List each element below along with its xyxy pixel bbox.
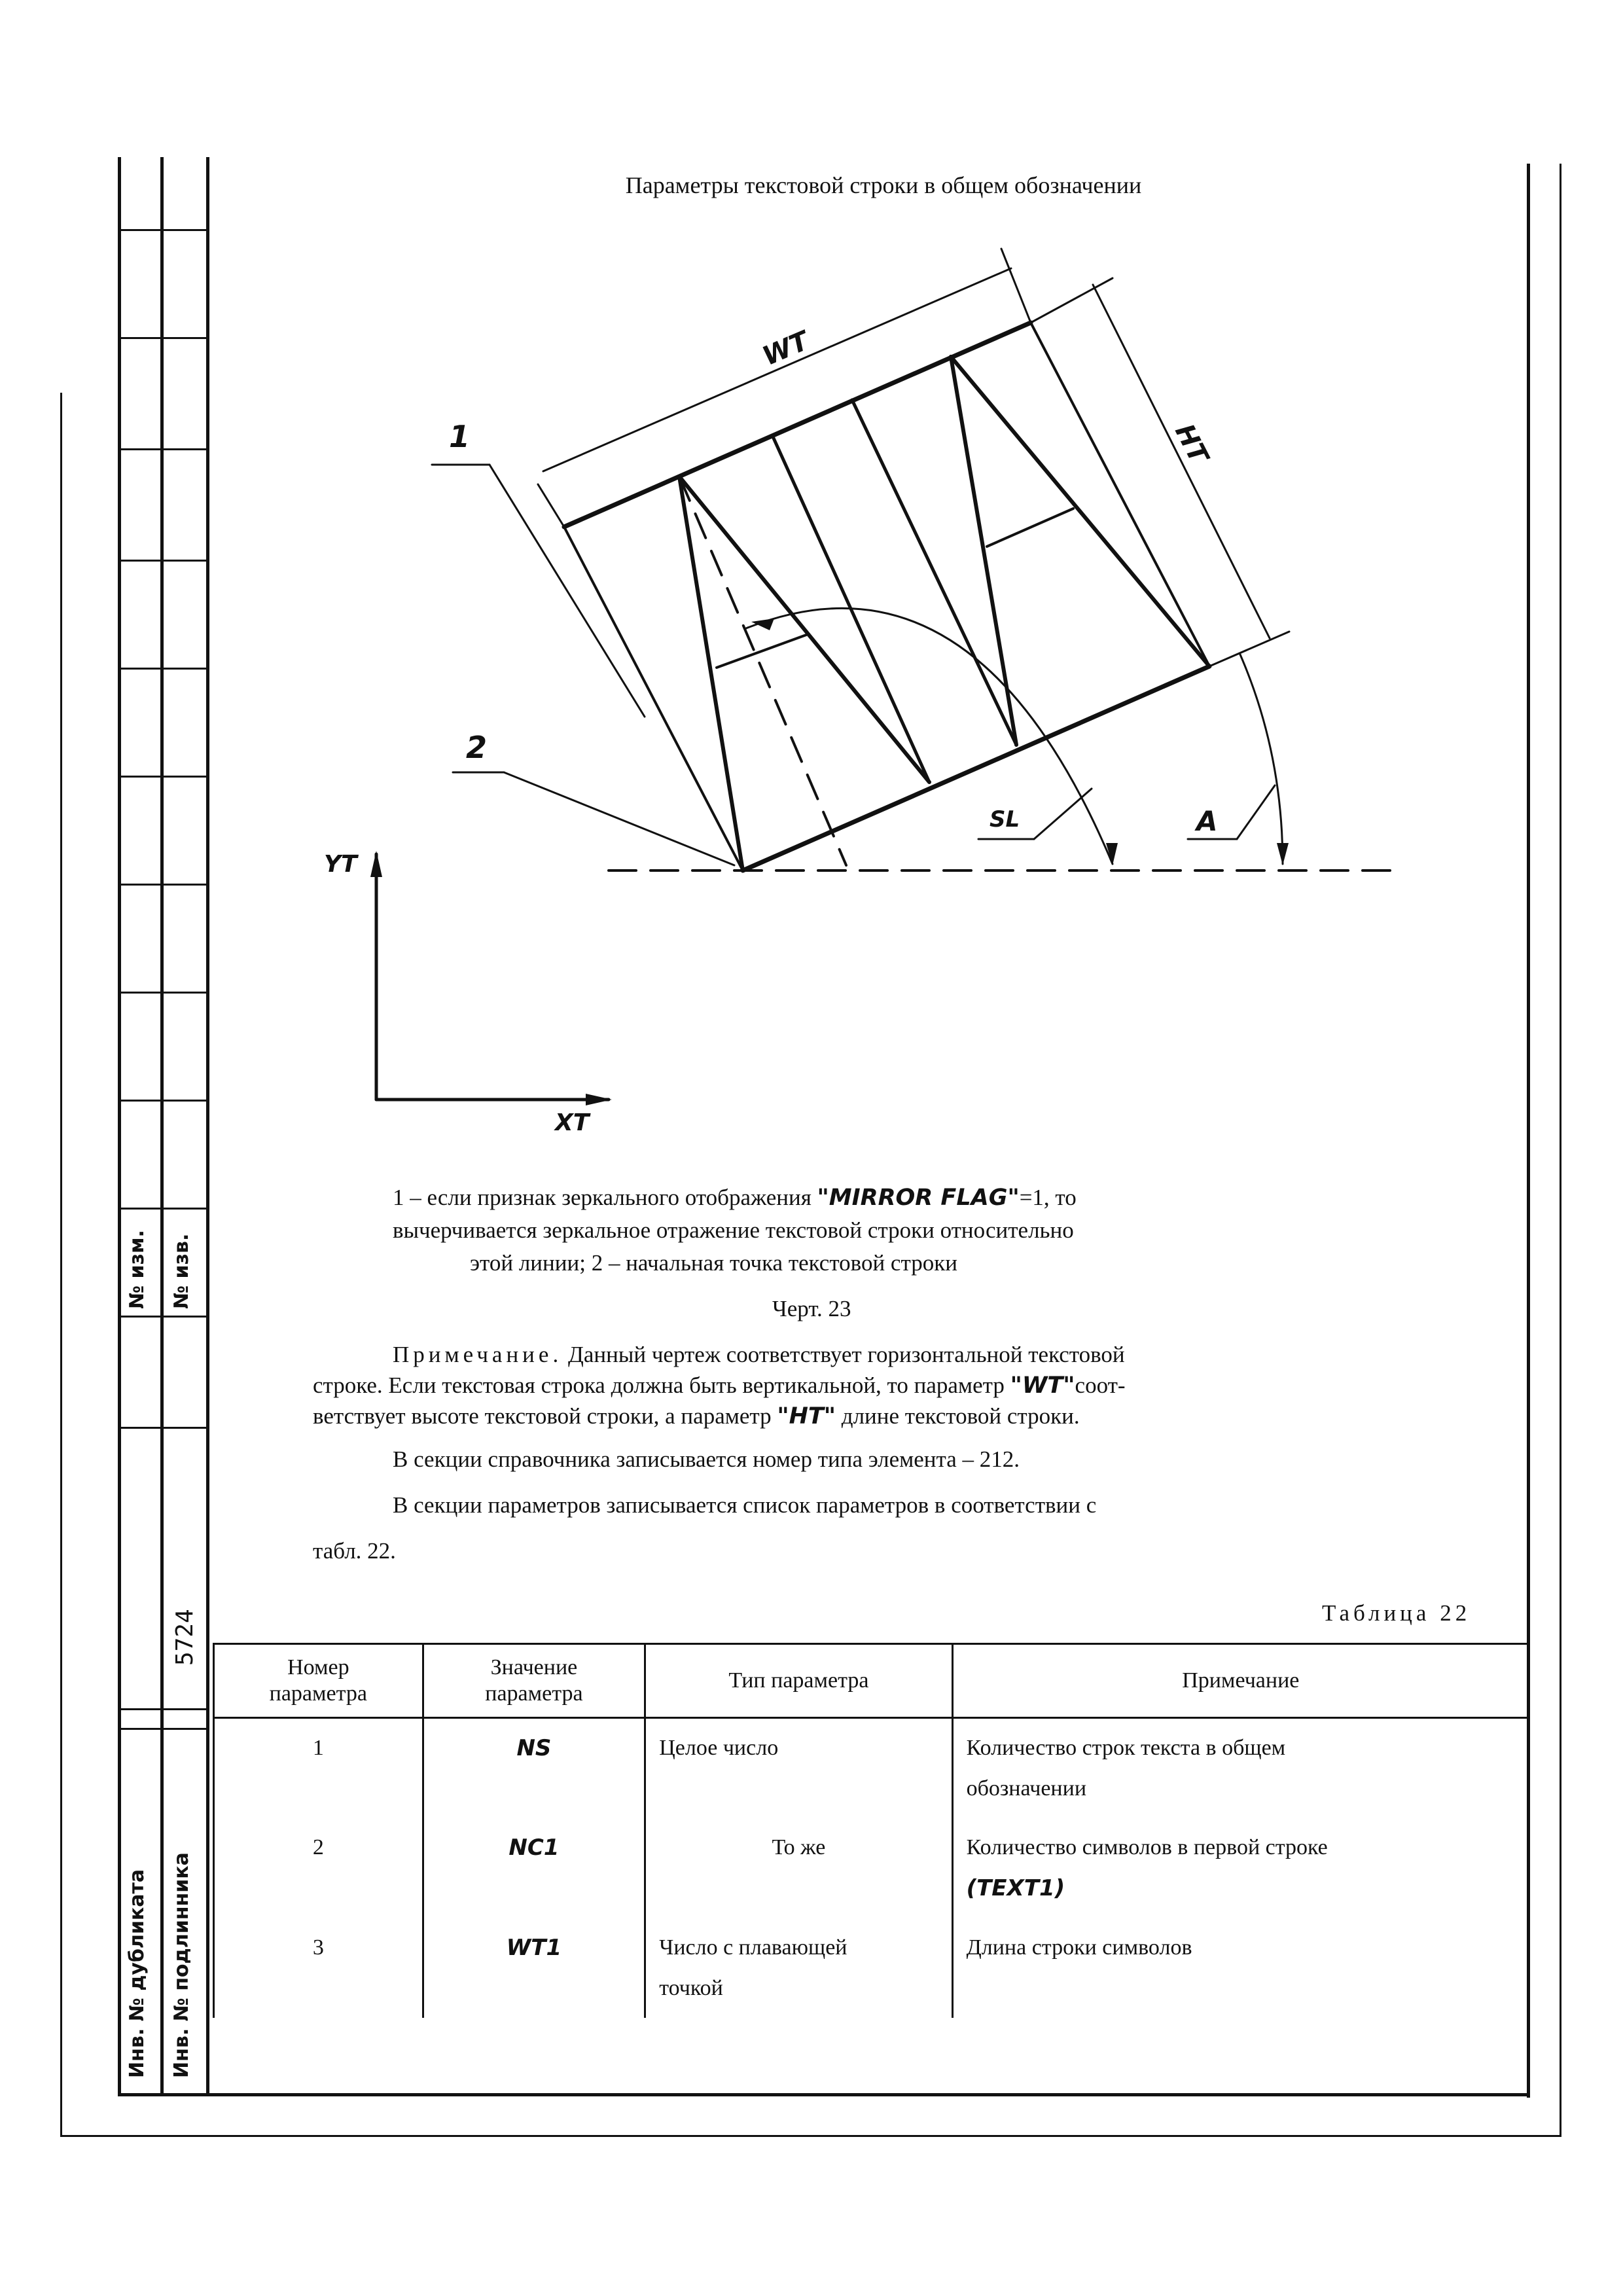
body-paragraph-2: В секции параметров записывается список параметров в соответствии с xyxy=(393,1492,1097,1518)
caption-line-1: 1 – если признак зеркального отображения "MIRROR FLAG"=1, то xyxy=(393,1185,1077,1211)
header-note: Примечание xyxy=(952,1644,1529,1718)
label-sl: SL xyxy=(990,806,1020,833)
table-header-row xyxy=(214,1644,1529,1718)
cell-number: 3 xyxy=(214,1918,423,2018)
table-row xyxy=(214,1818,1529,1918)
table-row xyxy=(214,1918,1529,2018)
label-a: A xyxy=(1196,805,1218,837)
cell-type: Число с плавающей точкой xyxy=(645,1918,952,2018)
cell-value: NC1 xyxy=(423,1818,645,1918)
stamp-izv: № изв. xyxy=(170,1233,193,1309)
label-wt: WT xyxy=(758,325,813,372)
page-title: Параметры текстовой строки в общем обозначении xyxy=(625,172,1142,198)
note-line-3: ветствует высоте текстовой строки, а параметр "HT" длине текстовой строки. xyxy=(313,1403,1080,1429)
cell-note: Количество строк текста в общем обозначении xyxy=(952,1718,1529,1819)
cell-number: 1 xyxy=(214,1718,423,1819)
cell-type: Целое число xyxy=(645,1718,952,1819)
note-line-1: Примечание. Данный чертеж соответствует горизонтальной текстовой xyxy=(393,1342,1125,1367)
figure-number: Черт. 23 xyxy=(772,1296,851,1321)
stamp-dubl: Инв. № дубликата xyxy=(126,1869,149,2078)
label-ht: HT xyxy=(1169,419,1214,469)
stamp-number: 5724 xyxy=(171,1609,198,1666)
body-paragraph-1: В секции справочника записывается номер типа элемента – 212. xyxy=(393,1446,1020,1472)
note-line-2: строке. Если текстовая строка должна быть вертикальной, то параметр "WT"соот- xyxy=(313,1372,1126,1399)
label-xt: XT xyxy=(555,1109,590,1136)
stamp-podl: Инв. № подлинника xyxy=(170,1852,193,2078)
cell-type: То же xyxy=(645,1818,952,1918)
caption-line-3: этой линии; 2 – начальная точка текстовой строки xyxy=(470,1250,957,1276)
body-paragraph-3: табл. 22. xyxy=(313,1538,396,1564)
stamp-izm: № изм. xyxy=(126,1230,149,1309)
table-caption: Таблица 22 xyxy=(1322,1600,1471,1626)
parameters-table xyxy=(213,1643,1530,2018)
cell-number: 2 xyxy=(214,1818,423,1918)
table-row xyxy=(214,1718,1529,1819)
cell-value: WT1 xyxy=(423,1918,645,2018)
caption-line-2: вычерчивается зеркальное отражение текстовой строки относительно xyxy=(393,1217,1074,1243)
cell-note: Количество символов в первой строке (TEXT1) xyxy=(952,1818,1529,1918)
label-two: 2 xyxy=(466,730,488,765)
header-value: Значение параметра xyxy=(423,1644,645,1718)
cell-value: NS xyxy=(423,1718,645,1819)
label-one: 1 xyxy=(449,419,471,454)
label-yt: YT xyxy=(324,851,357,878)
header-type: Тип параметра xyxy=(645,1644,952,1718)
header-number: Номер параметра xyxy=(214,1644,423,1718)
frame-bottom xyxy=(118,2093,1530,2096)
cell-note: Длина строки символов xyxy=(952,1918,1529,2018)
outer-bottom xyxy=(60,2135,1561,2137)
